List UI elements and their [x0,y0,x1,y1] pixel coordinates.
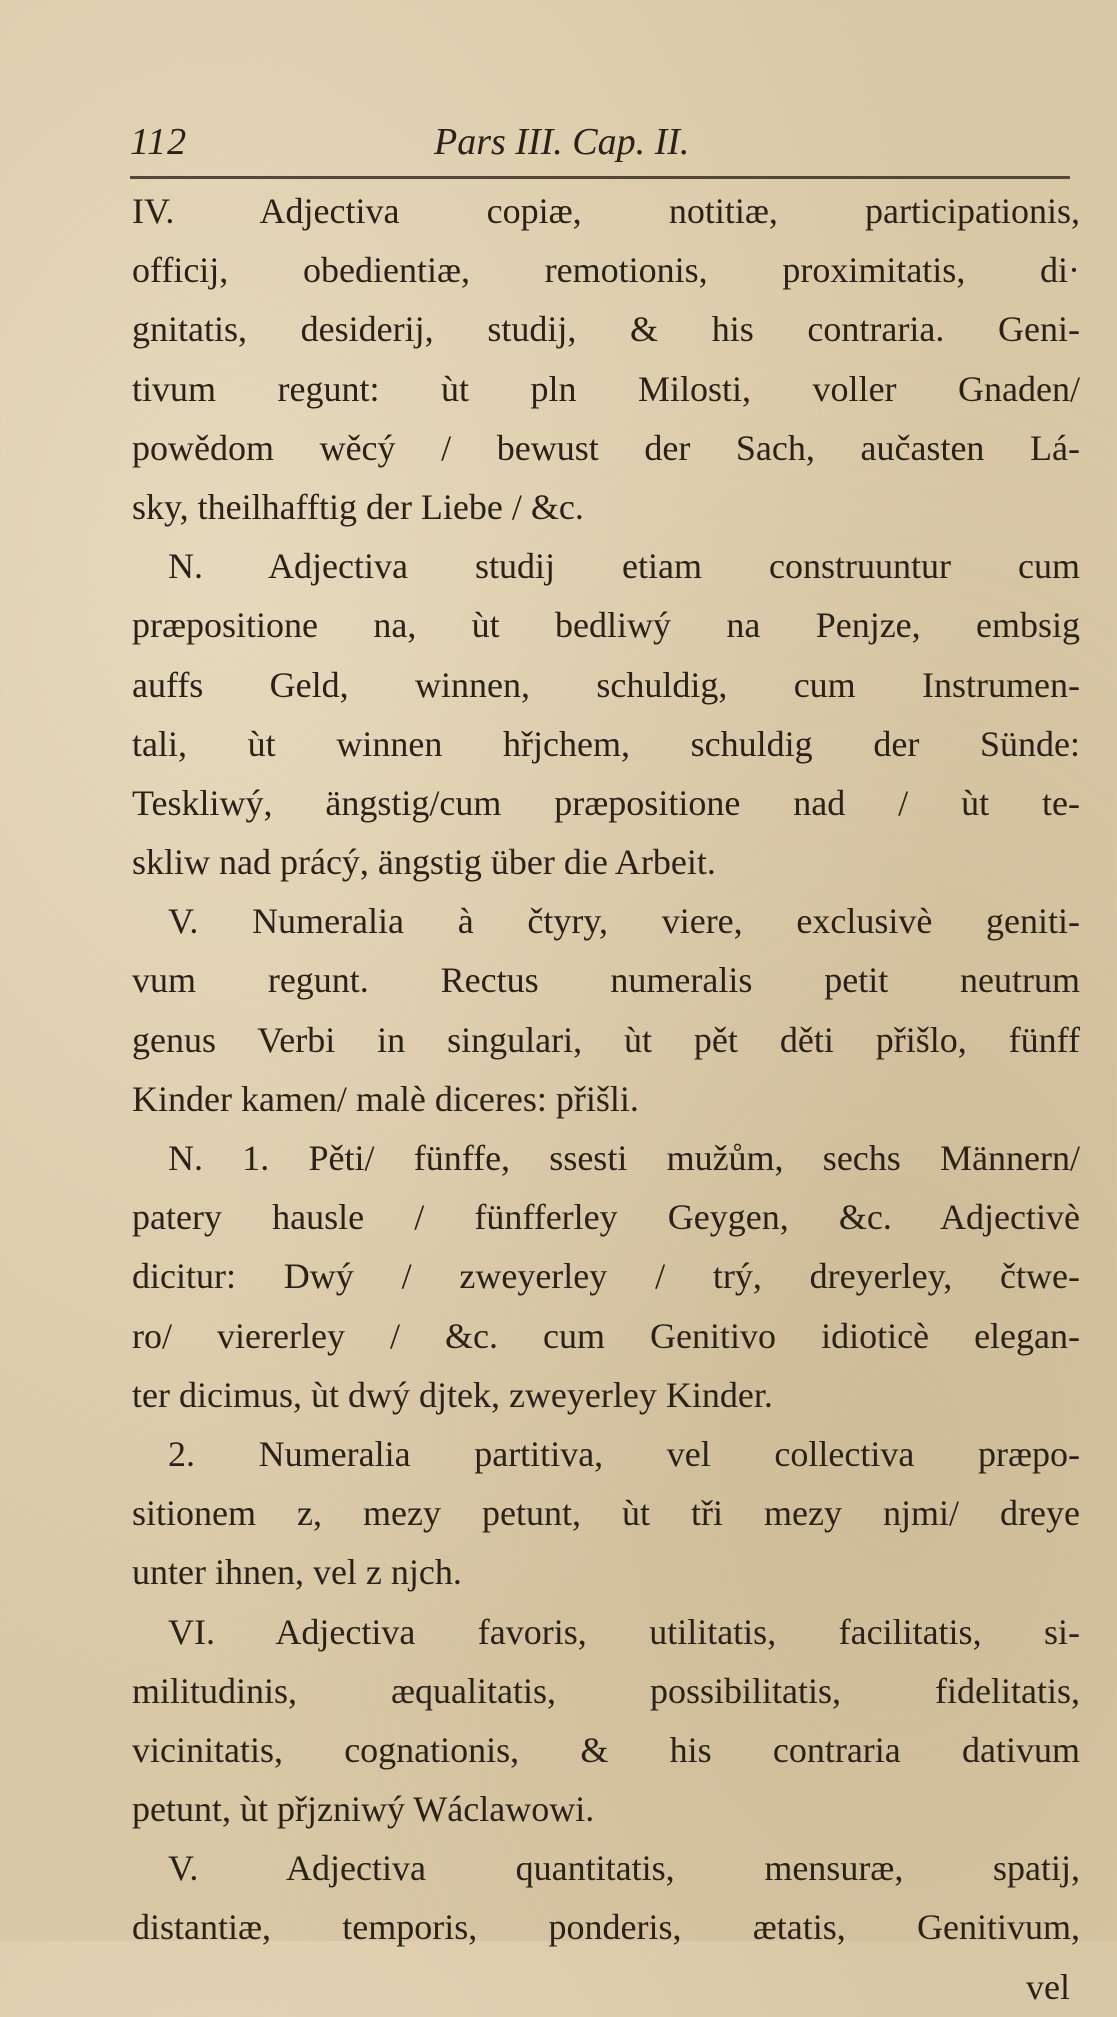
text-line: ter dicimus, ùt dwý djtek, zweyerley Kinder. [132,1374,773,1415]
text-line: officij, obedientiæ, remotionis, proximitatis, di· [132,250,1080,291]
running-head: Pars III. Cap. II. [434,121,690,163]
text-line: vicinitatis, cognationis, & his contraria dativum [132,1729,1080,1770]
text-line: tali, ùt winnen hřjchem, schuldig der Sünde: [132,723,1080,764]
page-number: 112 [130,121,188,163]
text-line: genus Verbi in singulari, ùt pět děti přišlo, fünff [132,1019,1080,1060]
text-line: 2. Numeralia partitiva, vel collectiva præpo- [168,1433,1080,1474]
text-line: gnitatis, desiderij, studij, & his contraria. Geni- [132,309,1080,350]
text-line: ro/ viererley / &c. cum Genitivo idioticè elegan- [132,1315,1080,1356]
text-line: sky, theilhafftig der Liebe / &c. [132,486,584,527]
text-line: tivum regunt: ùt pln Milosti, voller Gnaden/ [132,368,1080,409]
text-line: powědom wěcý / bewust der Sach, aučasten Lá- [132,427,1080,468]
catchword: vel [1026,1966,1070,2007]
text-line: N. 1. Pěti/ fünffe, ssesti mužům, sechs Männern/ [168,1138,1080,1178]
text-line: skliw nad prácý, ängstig über die Arbeit. [132,842,716,883]
text-line: vum regunt. Rectus numeralis petit neutrum [132,960,1080,1001]
text-line: V. Adjectiva quantitatis, mensuræ, spatij, [168,1848,1080,1889]
text-line: Teskliwý, ängstig/cum præpositione nad / ùt te- [132,782,1080,823]
text-line: Kinder kamen/ malè diceres: přišli. [132,1078,639,1119]
text-line: V. Numeralia à čtyry, viere, exclusivè geniti- [168,901,1080,942]
page-header [126,120,1076,170]
text-line: IV. Adjectiva copiæ, notitiæ, participationis, [132,191,1080,231]
text-line: VI. Adjectiva favoris, utilitatis, facilitatis, si- [168,1611,1080,1652]
text-line: distantiæ, temporis, ponderis, ætatis, Genitivum, [132,1907,1080,1948]
body-text [132,182,1080,2017]
text-line: patery hausle / fünfferley Geygen, &c. Adjectivè [132,1197,1080,1238]
text-line: præpositione na, ùt bedliwý na Penjze, embsig [132,605,1080,646]
text-line: sitionem z, mezy petunt, ùt tři mezy njmi/ dreye [132,1493,1080,1534]
text-line: unter ihnen, vel z njch. [132,1552,462,1593]
header-rule [130,176,1070,179]
text-line: petunt, ùt přjzniwý Wáclawowi. [132,1789,595,1830]
text-line: auffs Geld, winnen, schuldig, cum Instrumen- [132,664,1080,705]
text-line: dicitur: Dwý / zweyerley / trý, dreyerley, čtwe- [132,1256,1080,1297]
text-line: N. Adjectiva studij etiam construuntur cum [168,546,1080,587]
text-line: militudinis, æqualitatis, possibilitatis, fidelitatis, [132,1670,1080,1711]
